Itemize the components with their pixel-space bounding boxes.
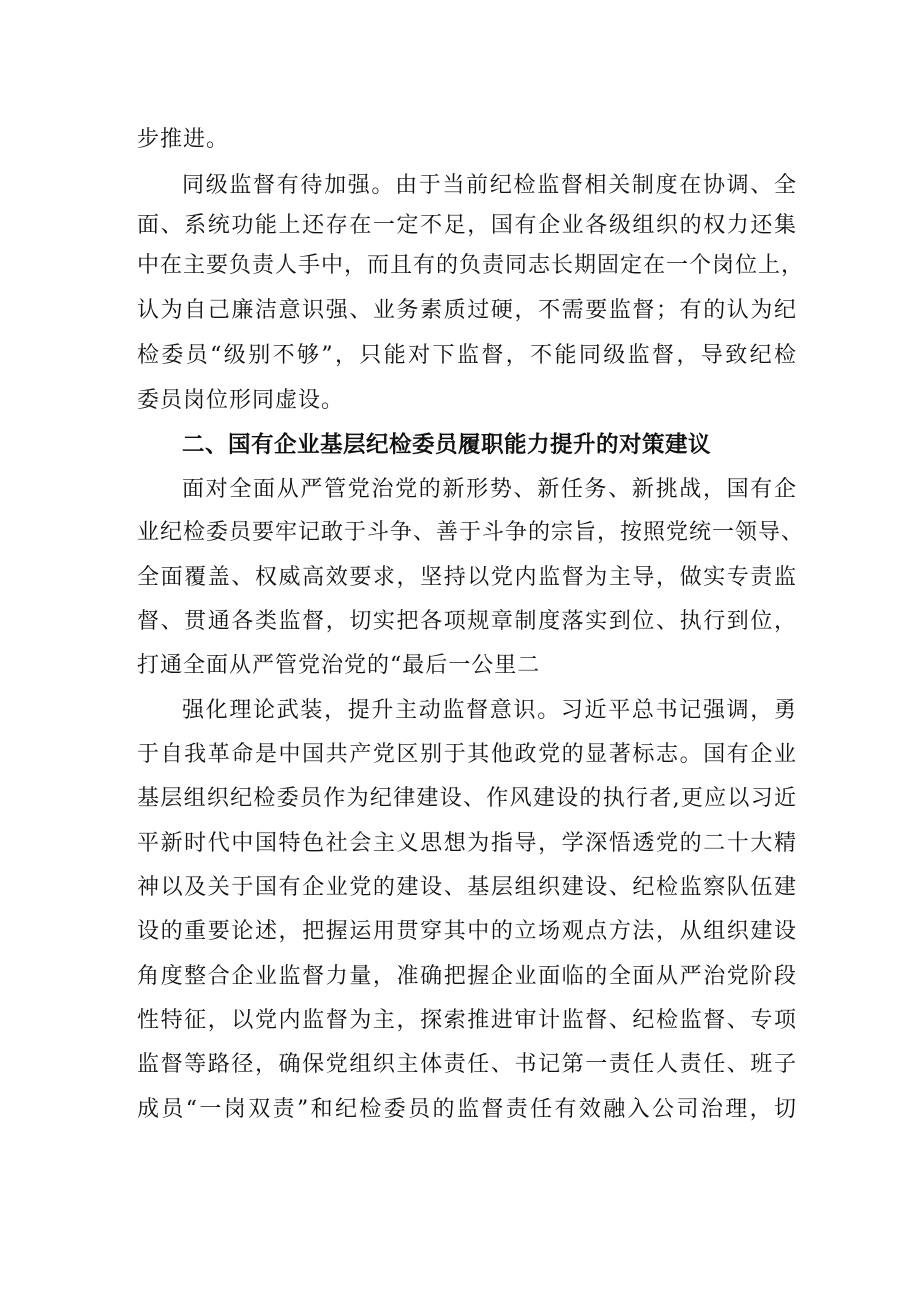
paragraph-intro-tail-line-1: 步推进。	[137, 127, 230, 152]
section-heading: 二、国有企业基层纪检委员履职能力提升的对策建议	[182, 432, 712, 458]
paragraph-same-level-line-2: 面、系统功能上还存在一定不足，国有企业各级组织的权力还集	[137, 213, 797, 238]
paragraph-theory-line-5: 神以及关于国有企业党的建设、基层组织建设、纪检监察队伍建	[137, 875, 797, 900]
paragraph-overview-line-4: 督、贯通各类监督，切实把各项规章制度落实到位、执行到位，	[137, 609, 797, 634]
paragraph-same-level-line-5: 检委员“级别不够”，只能对下监督，不能同级监督，导致纪检	[137, 343, 797, 368]
paragraph-same-level-line-4: 认为自己廉洁意识强、业务素质过硬，不需要监督；有的认为纪	[137, 298, 797, 323]
paragraph-overview-line-3: 全面覆盖、权威高效要求，坚持以党内监督为主导，做实专责监	[137, 565, 797, 590]
paragraph-theory-line-6: 设的重要论述，把握运用贯穿其中的立场观点方法，从组织建设	[137, 919, 797, 944]
paragraph-theory-line-9: 监督等路径，确保党组织主体责任、书记第一责任人责任、班子	[137, 1052, 797, 1077]
paragraph-same-level-line-6: 委员岗位形同虚设。	[137, 388, 345, 413]
paragraph-theory-line-8: 性特征，以党内监督为主，探索推进审计监督、纪检监督、专项	[137, 1008, 797, 1033]
paragraph-theory-line-7: 角度整合企业监督力量，准确把握企业面临的全面从严治党阶段	[137, 964, 797, 989]
paragraph-theory-line-3: 基层组织纪检委员作为纪律建设、作风建设的执行者,更应以习近	[137, 786, 797, 811]
paragraph-overview-line-5: 打通全面从严管党治党的“最后一公里二	[137, 653, 541, 678]
paragraph-theory-line-1: 强化理论武装，提升主动监督意识。习近平总书记强调，勇	[182, 698, 797, 723]
paragraph-same-level-line-3: 中在主要负责人手中，而且有的负责同志长期固定在一个岗位上，	[137, 253, 805, 278]
paragraph-overview-line-1: 面对全面从严管党治党的新形势、新任务、新挑战，国有企	[182, 477, 797, 502]
paragraph-theory-line-10: 成员“一岗双责”和纪检委员的监督责任有效融入公司治理，切	[137, 1097, 797, 1122]
paragraph-overview-line-2: 业纪检委员要牢记敢于斗争、善于斗争的宗旨，按照党统一领导、	[137, 520, 805, 545]
paragraph-same-level-line-1: 同级监督有待加强。由于当前纪检监督相关制度在协调、全	[182, 173, 797, 198]
paragraph-theory-line-4: 平新时代中国特色社会主义思想为指导，学深悟透党的二十大精	[137, 831, 797, 856]
paragraph-theory-line-2: 于自我革命是中国共产党区别于其他政党的显著标志。国有企业	[137, 742, 797, 767]
